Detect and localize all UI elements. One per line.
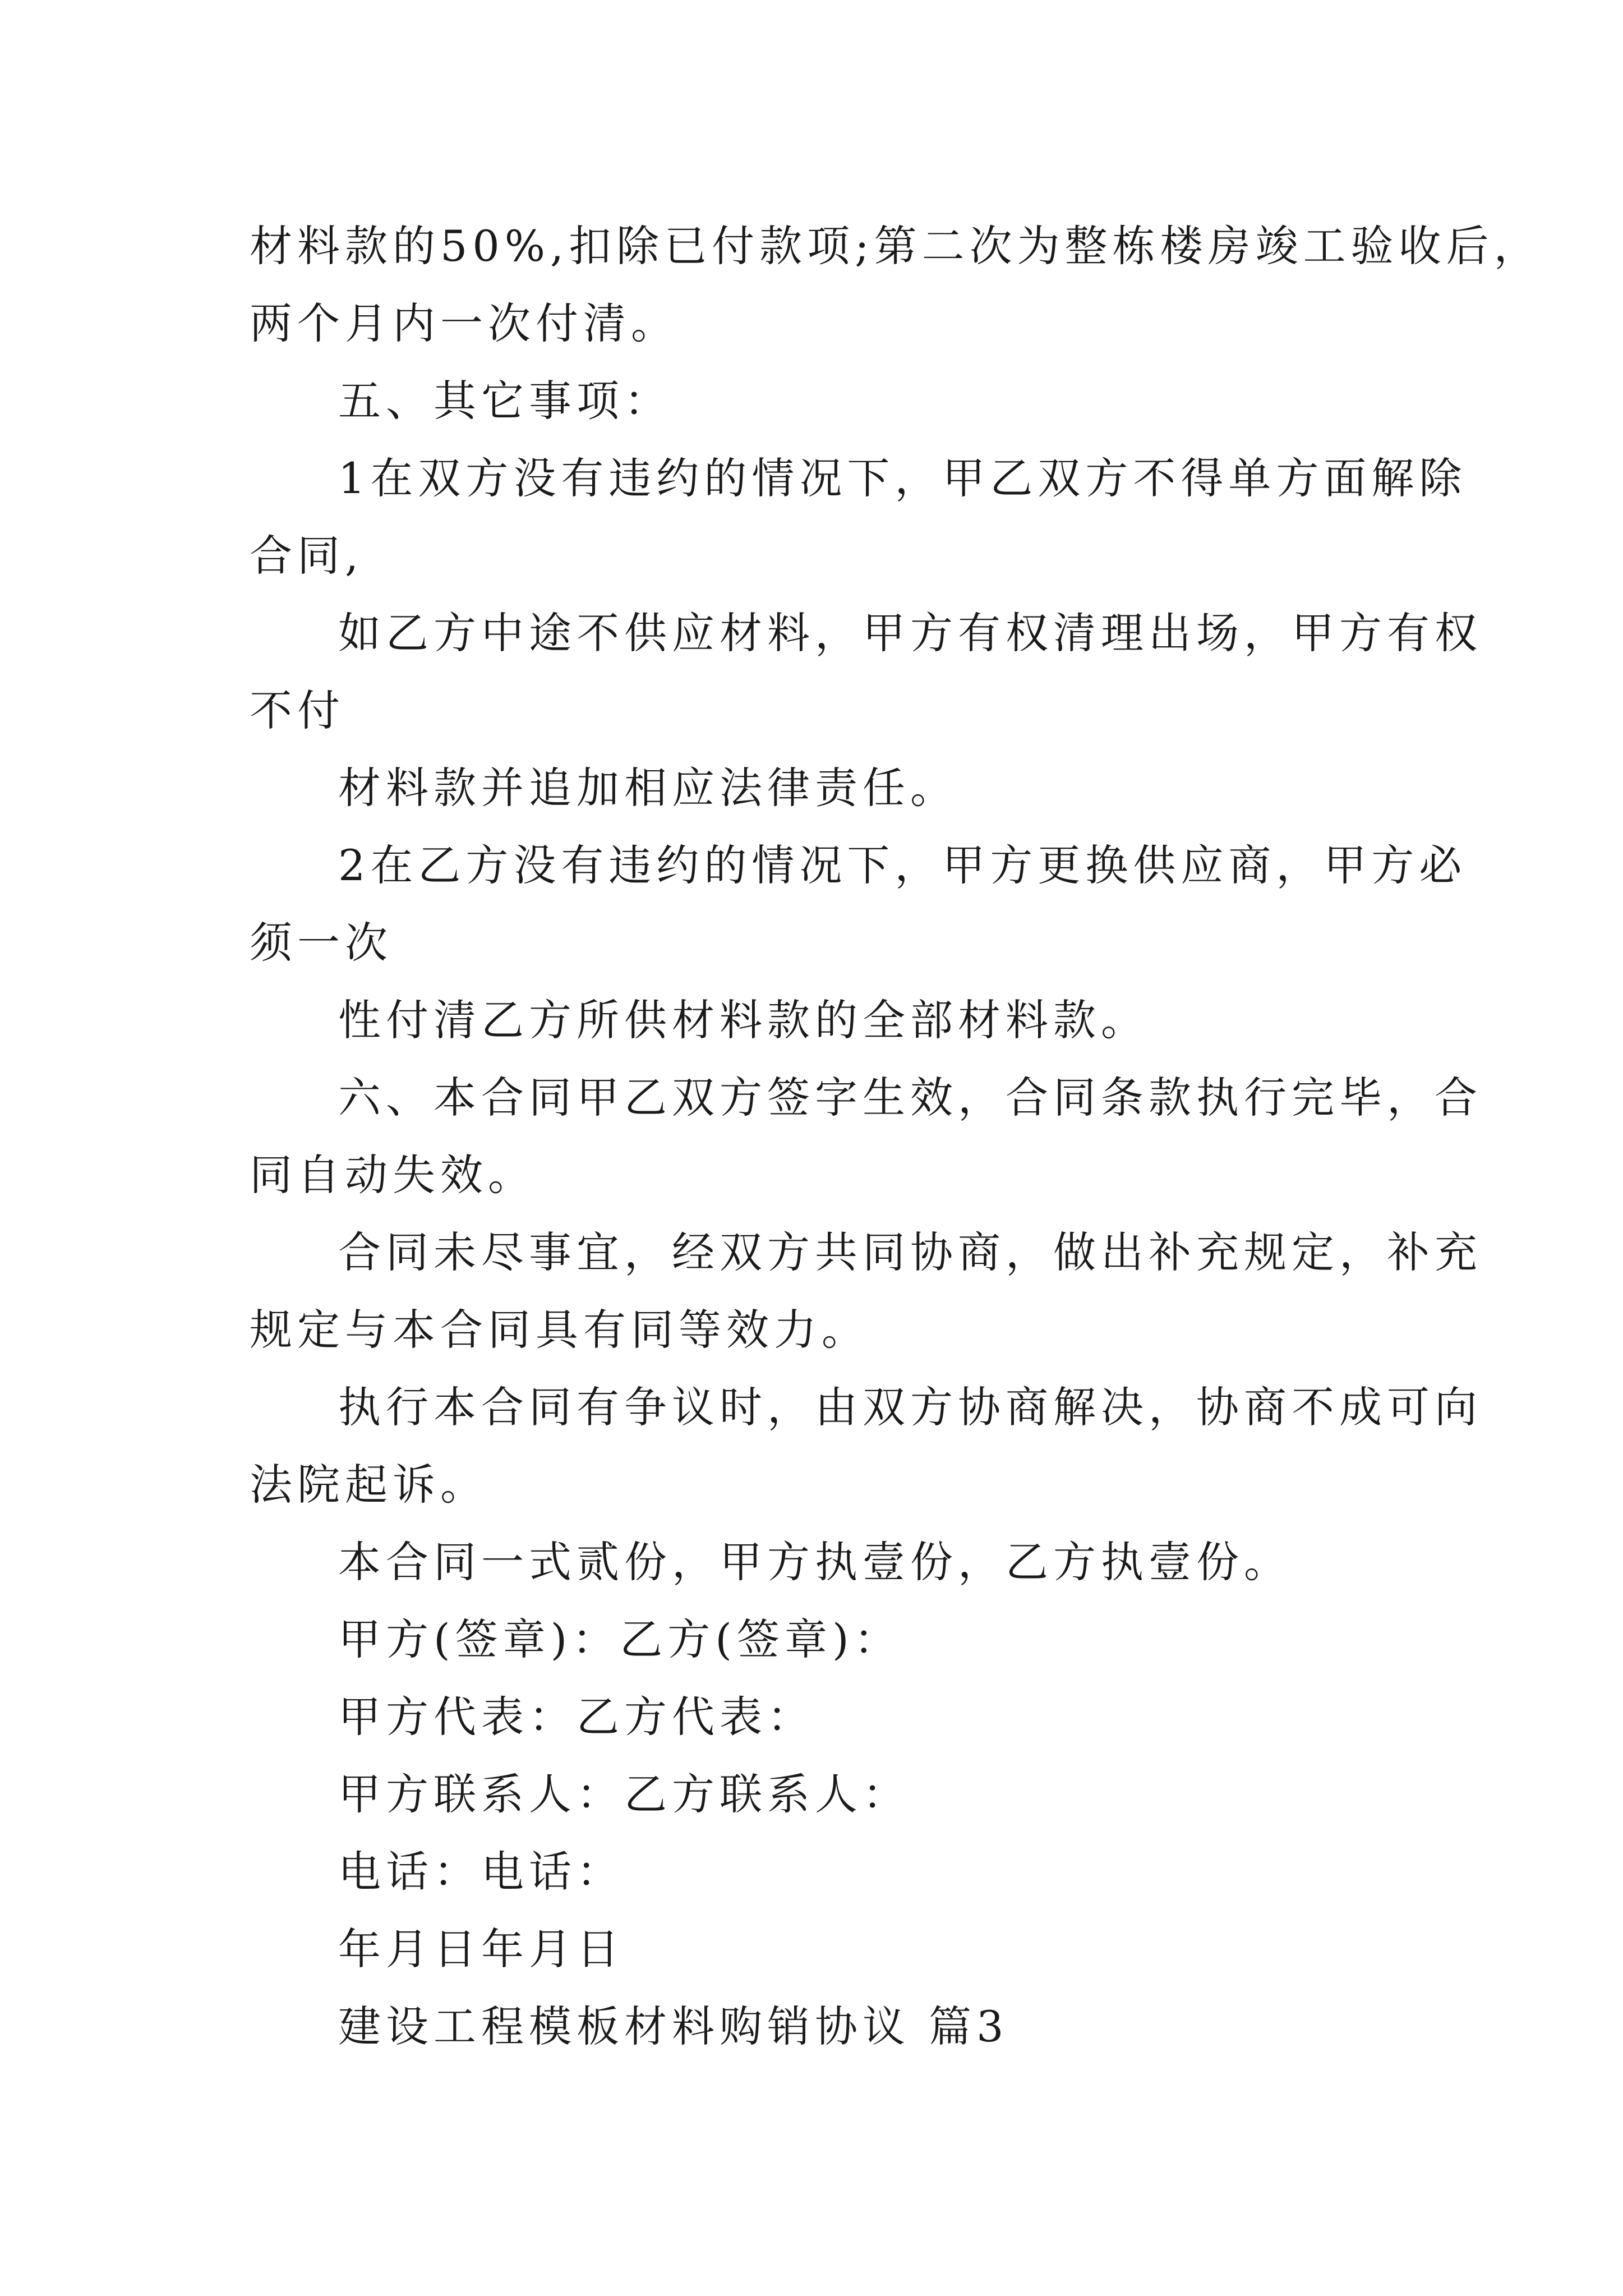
paragraph-line: 2在乙方没有违约的情况下，甲方更换供应商，甲方必 (338, 840, 1467, 890)
paragraph-line: 两个月内一次付清。 (250, 298, 679, 348)
paragraph-line: 1在双方没有违约的情况下，甲乙双方不得单方面解除 (338, 453, 1467, 503)
signature-line-phone: 电话：电话： (338, 1847, 624, 1897)
document-body (250, 208, 1542, 2065)
paragraph-line: 本合同一式贰份，甲方执壹份，乙方执壹份。 (338, 1537, 1292, 1587)
paragraph-line: 性付清乙方所供材料款的全部材料款。 (338, 995, 1149, 1045)
paragraph-line: 六、本合同甲乙双方签字生效，合同条款执行完毕，合 (338, 1073, 1482, 1122)
paragraph-line: 规定与本合同具有同等效力。 (250, 1305, 869, 1355)
paragraph-line: 不付 (250, 685, 345, 735)
signature-line-party-seal: 甲方(签章)：乙方(签章)： (338, 1614, 902, 1664)
paragraph-line: 材料款的50%,扣除已付款项;第二次为整栋楼房竣工验收后， (250, 221, 1542, 271)
paragraph-line: 法院起诉。 (250, 1460, 488, 1510)
signature-line-party-contact: 甲方联系人：乙方联系人： (338, 1769, 910, 1819)
paragraph-line: 同自动失效。 (250, 1150, 536, 1200)
paragraph-line: 执行本合同有争议时，由双方协商解决，协商不成可向 (338, 1382, 1482, 1432)
paragraph-line: 合同未尽事宜，经双方共同协商，做出补充规定，补充 (338, 1227, 1482, 1277)
paragraph-line: 材料款并追加相应法律责任。 (338, 763, 958, 813)
paragraph-line: 合同, (250, 531, 364, 581)
signature-line-date: 年月日年月日 (338, 1924, 624, 1974)
paragraph-line: 须一次 (250, 918, 393, 968)
next-section-title: 建设工程模板材料购销协议 篇3 (338, 2001, 1009, 2051)
signature-line-party-representative: 甲方代表：乙方代表： (338, 1692, 815, 1742)
paragraph-line: 如乙方中途不供应材料，甲方有权清理出场，甲方有权 (338, 608, 1482, 658)
section-heading-other-matters: 五、其它事项： (338, 376, 672, 426)
